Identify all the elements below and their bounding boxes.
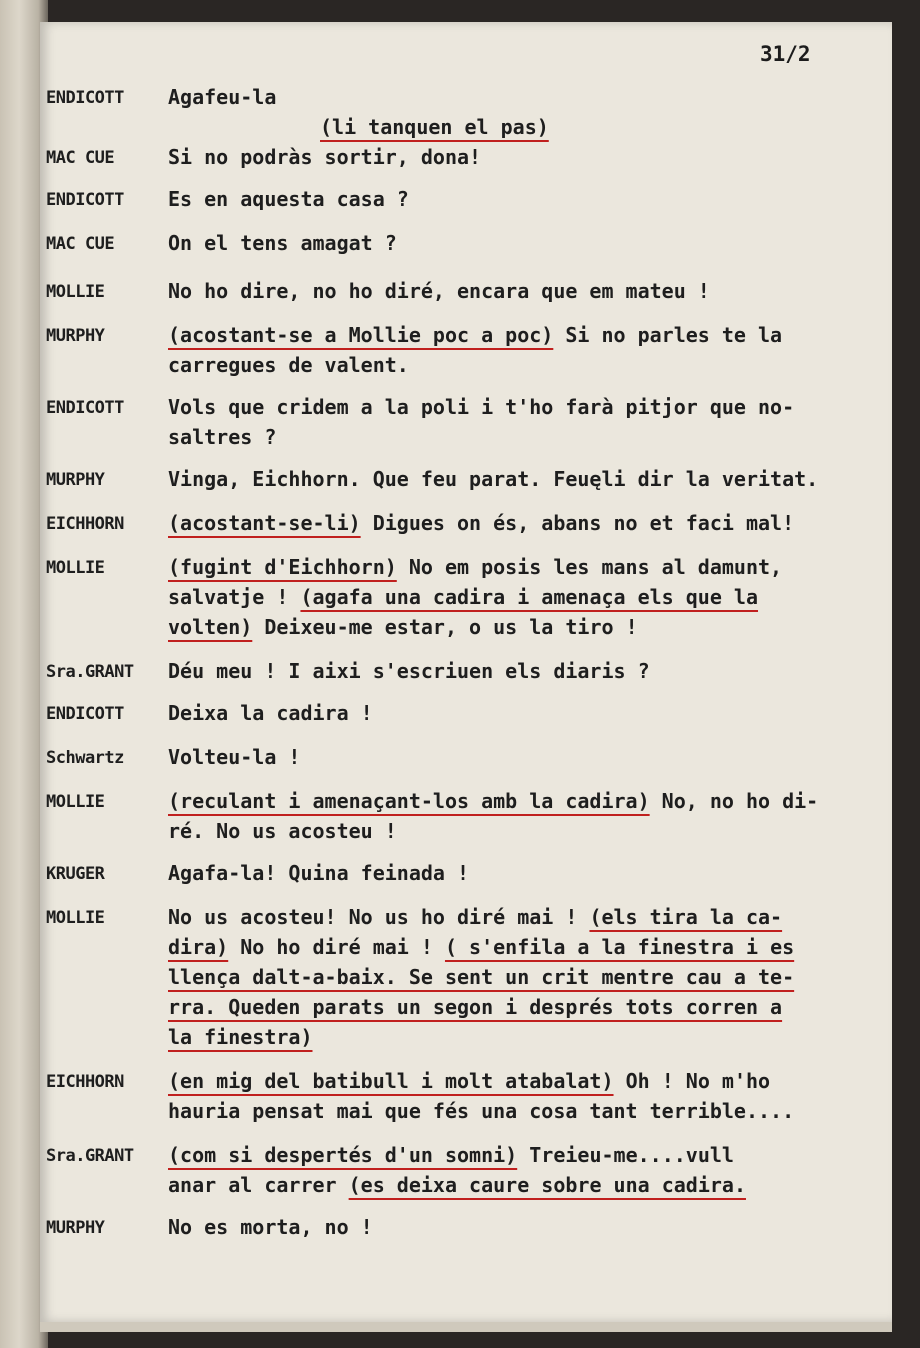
dialogue-line [168, 84, 276, 110]
speaker-name: EICHHORN [46, 1072, 124, 1092]
speaker-name: MURPHY [46, 1218, 105, 1238]
line-text: anar al carrer [168, 1173, 349, 1197]
line-text: Deixeu-me estar, o us la tiro ! [252, 615, 638, 639]
line-text: Vols que cridem a la poli i t'ho farà pitjor que no- [168, 395, 795, 419]
speaker-name: MAC CUE [46, 148, 115, 168]
speaker-name: MOLLIE [46, 282, 105, 302]
page-number: 31/2 [760, 42, 811, 66]
line-text: carregues de valent. [168, 353, 409, 377]
dialogue-line [168, 186, 409, 212]
stage-direction: (reculant i amenaçant-los amb la cadira) [168, 789, 650, 813]
dialogue-line [168, 904, 782, 930]
line-text: On el tens amagat ? [168, 231, 397, 255]
dialogue-line [168, 322, 782, 348]
dialogue-line [168, 352, 409, 378]
speaker-name: ENDICOTT [46, 704, 124, 724]
dialogue-line [168, 554, 782, 580]
line-text: Si no podràs sortir, dona! [168, 145, 482, 169]
speaker-name: EICHHORN [46, 514, 124, 534]
line-text: Digues on és, abans no et faci mal! [360, 511, 795, 535]
dialogue-line [168, 744, 300, 770]
dialogue-line [168, 1172, 746, 1198]
dialogue-line [168, 1098, 794, 1124]
dialogue-line [168, 1142, 734, 1168]
dialogue-line [168, 658, 650, 684]
line-text: Deixa la cadira ! [168, 701, 373, 725]
line-text: Volteu-la ! [168, 745, 301, 769]
speaker-name: ENDICOTT [46, 398, 124, 418]
speaker-name: KRUGER [46, 864, 105, 884]
speaker-name: ENDICOTT [46, 88, 124, 108]
dialogue-line [168, 584, 758, 610]
dialogue-line [168, 510, 794, 536]
dialogue-line [168, 934, 794, 960]
dialogue-line [168, 614, 638, 640]
speaker-name: MOLLIE [46, 908, 105, 928]
line-text: No em posis les mans al damunt, [396, 555, 783, 579]
dialogue-line [168, 1068, 770, 1094]
speaker-name: MOLLIE [46, 558, 105, 578]
stage-direction: (acostant-se a Mollie poc a poc) [168, 323, 554, 347]
line-text: No, no ho di- [649, 789, 819, 813]
stage-direction: (li tanquen el pas) [320, 115, 549, 139]
line-text: hauria pensat mai que fés una cosa tant terrible.... [168, 1099, 795, 1123]
line-text: No ho dire, no ho diré, encara que em mateu ! [168, 279, 710, 303]
line-text: Es en aquesta casa ? [168, 187, 409, 211]
page-edge [40, 1322, 892, 1332]
dialogue-line [168, 394, 794, 420]
stage-direction: ( s'enfila a la finestra i es [444, 935, 795, 959]
line-text: Agafeu-la [168, 85, 277, 109]
line-text: salvatje ! [168, 585, 301, 609]
line-text: Treieu-me....vull [517, 1143, 734, 1167]
dialogue-line [168, 1024, 313, 1050]
dialogue-line [168, 994, 782, 1020]
speaker-name: MURPHY [46, 326, 105, 346]
stage-direction: rra. Queden parats un segon i després tots corren a [168, 995, 783, 1019]
dialogue-line [168, 230, 397, 256]
stage-direction: (acostant-se-li) [168, 511, 361, 535]
dialogue-line [320, 114, 549, 140]
dialogue-line [168, 964, 794, 990]
stage-direction: (com si despertés d'un somni) [168, 1143, 518, 1167]
speaker-name: Schwartz [46, 748, 124, 768]
speaker-name: Sra.GRANT [46, 662, 134, 682]
dialogue-line [168, 466, 818, 492]
dialogue-line [168, 1214, 373, 1240]
line-text: Si no parles te la [553, 323, 783, 347]
speaker-name: MAC CUE [46, 234, 115, 254]
dialogue-line [168, 860, 469, 886]
speaker-name: MOLLIE [46, 792, 105, 812]
stage-direction: (agafa una cadira i amenaça els que la [300, 585, 759, 609]
stage-direction: (es deixa caure sobre una cadira. [348, 1173, 746, 1197]
line-text: saltres ? [168, 425, 277, 449]
dialogue-line [168, 818, 397, 844]
line-text: No es morta, no ! [168, 1215, 373, 1239]
speaker-name: MURPHY [46, 470, 105, 490]
speaker-name: Sra.GRANT [46, 1146, 134, 1166]
stage-direction: la finestra) [168, 1025, 313, 1049]
dialogue-line [168, 144, 481, 170]
speaker-name: ENDICOTT [46, 190, 124, 210]
stage-direction: volten) [168, 615, 253, 639]
line-text: Oh ! No m'ho [613, 1069, 771, 1093]
dialogue-line [168, 278, 710, 304]
line-text: No ho diré mai ! [228, 935, 445, 959]
line-text: Déu meu ! I aixi s'escriuen els diaris ? [168, 659, 650, 683]
line-text: No us acosteu! No us ho diré mai ! [168, 905, 590, 929]
line-text: Agafa-la! Quina feinada ! [168, 861, 470, 885]
stage-direction: (en mig del batibull i molt atabalat) [168, 1069, 614, 1093]
stage-direction: (fugint d'Eichhorn) [168, 555, 397, 579]
stage-direction: dira) [168, 935, 229, 959]
stage-direction: (els tira la ca- [589, 905, 783, 929]
dialogue-line [168, 424, 276, 450]
dialogue-line [168, 788, 818, 814]
dialogue-line [168, 700, 373, 726]
line-text: ré. No us acosteu ! [168, 819, 397, 843]
stage-direction: llença dalt-a-baix. Se sent un crit mentre cau a te- [168, 965, 795, 989]
line-text: Vinga, Eichhorn. Que feu parat. Feuęli dir la veritat. [168, 467, 819, 491]
